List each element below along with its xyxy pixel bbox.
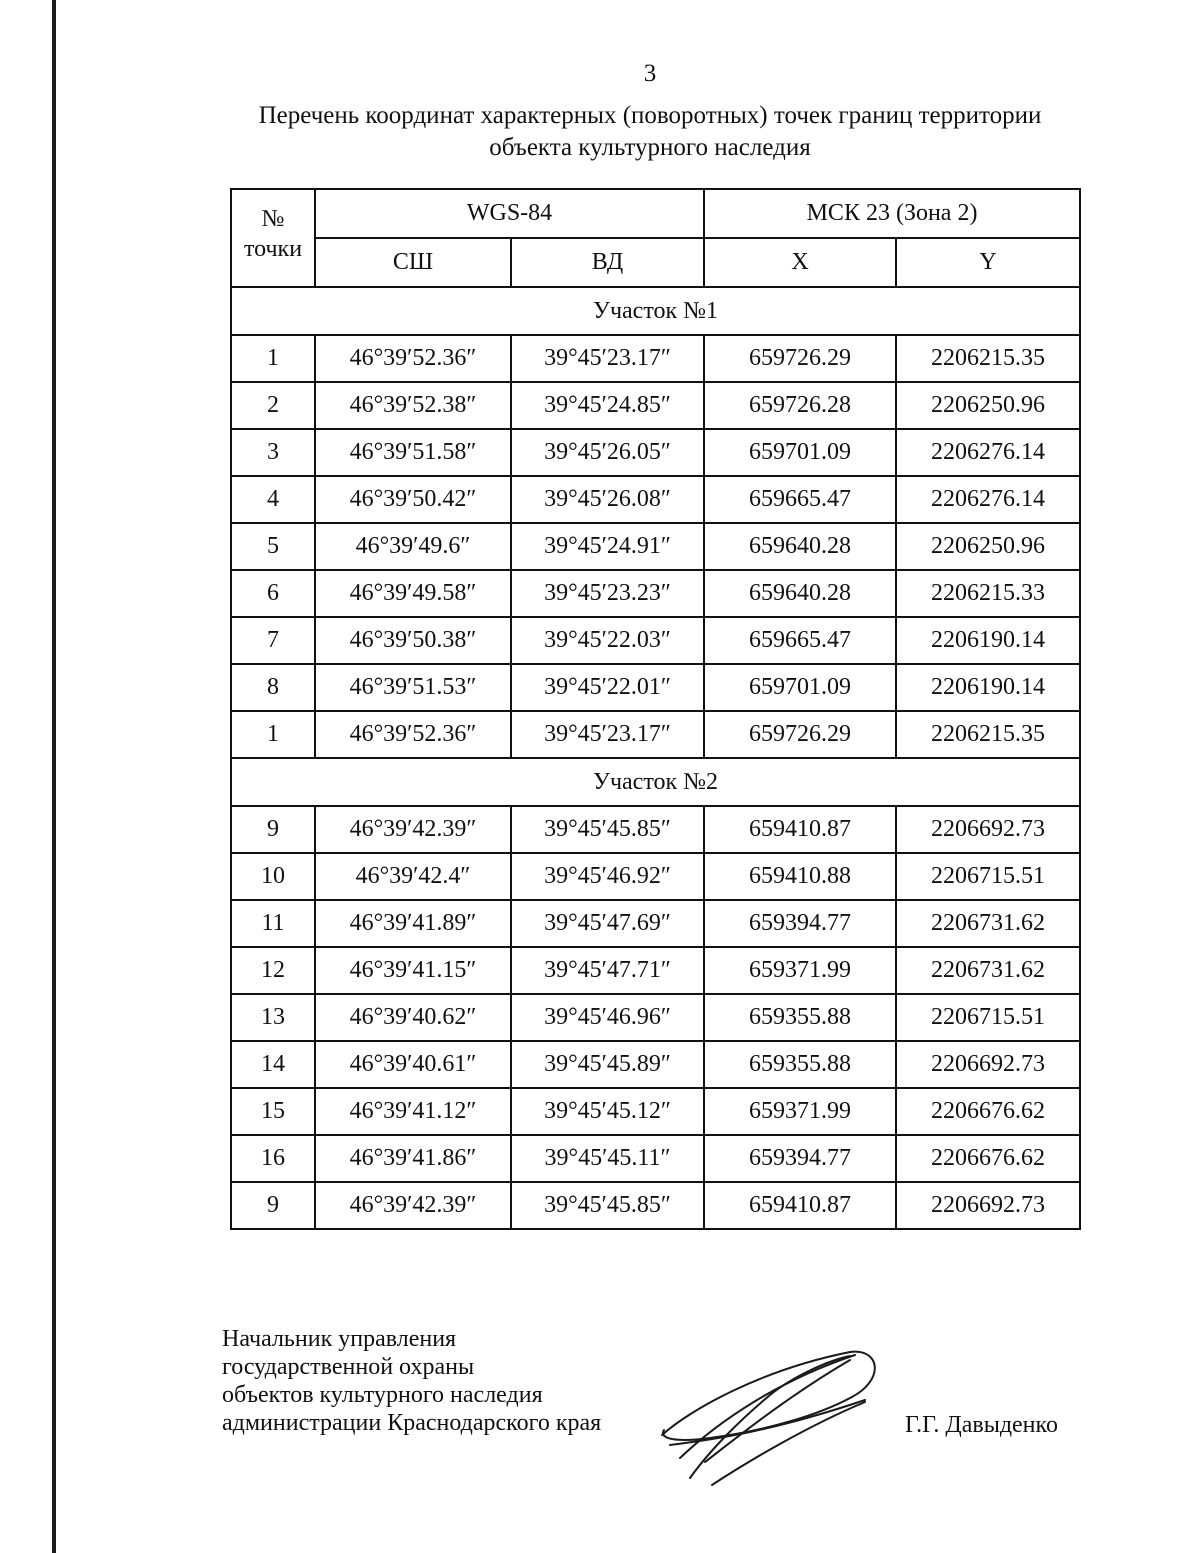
latitude-cell: 46°39′49.6″ (315, 523, 511, 570)
latitude-cell: 46°39′41.89″ (315, 900, 511, 947)
point-number-cell: 13 (231, 994, 315, 1041)
latitude-cell: 46°39′41.86″ (315, 1135, 511, 1182)
y-coordinate-cell: 2206276.14 (896, 476, 1080, 523)
y-coordinate-cell: 2206276.14 (896, 429, 1080, 476)
y-coordinate-cell: 2206190.14 (896, 617, 1080, 664)
point-number-cell: 2 (231, 382, 315, 429)
latitude-cell: 46°39′41.15″ (315, 947, 511, 994)
point-number-cell: 10 (231, 853, 315, 900)
y-coordinate-cell: 2206692.73 (896, 1182, 1080, 1229)
point-number-cell: 1 (231, 711, 315, 758)
longitude-cell: 39°45′46.96″ (511, 994, 704, 1041)
longitude-cell: 39°45′23.23″ (511, 570, 704, 617)
wgs84-header: WGS-84 (315, 189, 704, 238)
handwritten-signature (650, 1340, 890, 1490)
table-row (231, 570, 1080, 617)
longitude-cell: 39°45′45.11″ (511, 1135, 704, 1182)
point-number-cell: 16 (231, 1135, 315, 1182)
point-number-cell: 9 (231, 1182, 315, 1229)
signatory-position-line-3: объектов культурного наследия (222, 1382, 543, 1408)
signatory-position-line-1: Начальник управления (222, 1326, 457, 1352)
point-number-cell: 1 (231, 335, 315, 382)
y-coordinate-cell: 2206731.62 (896, 947, 1080, 994)
latitude-cell: 46°39′50.42″ (315, 476, 511, 523)
point-number-cell: 15 (231, 1088, 315, 1135)
table-row (231, 1041, 1080, 1088)
document-title-line-2: объекта культурного наследия (489, 134, 811, 161)
point-number-header (231, 189, 315, 287)
x-coordinate-cell: 659355.88 (704, 994, 896, 1041)
signatory-name: Г.Г. Давыденко (905, 1412, 1058, 1438)
table-row (231, 335, 1080, 382)
x-header: X (704, 238, 896, 287)
table-row (231, 429, 1080, 476)
x-coordinate-cell: 659355.88 (704, 1041, 896, 1088)
longitude-cell: 39°45′47.69″ (511, 900, 704, 947)
coordinates-table (230, 188, 1081, 1230)
page-edge-rule (52, 0, 56, 1553)
x-coordinate-cell: 659640.28 (704, 570, 896, 617)
longitude-cell: 39°45′47.71″ (511, 947, 704, 994)
page-number: 3 (643, 60, 657, 87)
point-number-cell: 5 (231, 523, 315, 570)
longitude-cell: 39°45′26.08″ (511, 476, 704, 523)
latitude-cell: 46°39′50.38″ (315, 617, 511, 664)
longitude-cell: 39°45′46.92″ (511, 853, 704, 900)
y-coordinate-cell: 2206190.14 (896, 664, 1080, 711)
longitude-cell: 39°45′45.85″ (511, 1182, 704, 1229)
y-coordinate-cell: 2206250.96 (896, 382, 1080, 429)
y-coordinate-cell: 2206676.62 (896, 1135, 1080, 1182)
x-coordinate-cell: 659701.09 (704, 664, 896, 711)
longitude-cell: 39°45′24.91″ (511, 523, 704, 570)
msk23-header: МСК 23 (Зона 2) (704, 189, 1080, 238)
latitude-cell: 46°39′51.53″ (315, 664, 511, 711)
x-coordinate-cell: 659371.99 (704, 947, 896, 994)
point-number-header-label: точки (243, 236, 303, 262)
x-coordinate-cell: 659701.09 (704, 429, 896, 476)
x-coordinate-cell: 659410.88 (704, 853, 896, 900)
table-row (231, 711, 1080, 758)
point-number-cell: 12 (231, 947, 315, 994)
x-coordinate-cell: 659371.99 (704, 1088, 896, 1135)
latitude-cell: 46°39′42.4″ (315, 853, 511, 900)
point-number-cell: 8 (231, 664, 315, 711)
table-row (231, 523, 1080, 570)
table-row (231, 1088, 1080, 1135)
x-coordinate-cell: 659410.87 (704, 1182, 896, 1229)
document-title (200, 100, 1100, 164)
x-coordinate-cell: 659410.87 (704, 806, 896, 853)
latitude-header: СШ (315, 238, 511, 287)
latitude-cell: 46°39′52.36″ (315, 335, 511, 382)
y-coordinate-cell: 2206715.51 (896, 994, 1080, 1041)
latitude-cell: 46°39′51.58″ (315, 429, 511, 476)
table-row (231, 994, 1080, 1041)
y-coordinate-cell: 2206692.73 (896, 806, 1080, 853)
table-row (231, 664, 1080, 711)
y-coordinate-cell: 2206676.62 (896, 1088, 1080, 1135)
x-coordinate-cell: 659726.28 (704, 382, 896, 429)
y-coordinate-cell: 2206715.51 (896, 853, 1080, 900)
point-number-cell: 11 (231, 900, 315, 947)
table-row (231, 806, 1080, 853)
point-number-cell: 6 (231, 570, 315, 617)
section-title: Участок №2 (231, 758, 1080, 806)
point-number-cell: 7 (231, 617, 315, 664)
table-row (231, 617, 1080, 664)
y-coordinate-cell: 2206250.96 (896, 523, 1080, 570)
x-coordinate-cell: 659394.77 (704, 900, 896, 947)
x-coordinate-cell: 659640.28 (704, 523, 896, 570)
point-number-cell: 14 (231, 1041, 315, 1088)
table-row (231, 1182, 1080, 1229)
latitude-cell: 46°39′41.12″ (315, 1088, 511, 1135)
longitude-cell: 39°45′26.05″ (511, 429, 704, 476)
point-number-cell: 3 (231, 429, 315, 476)
latitude-cell: 46°39′52.36″ (315, 711, 511, 758)
table-row (231, 853, 1080, 900)
x-coordinate-cell: 659726.29 (704, 711, 896, 758)
signatory-position-line-4: администрации Краснодарского края (222, 1410, 602, 1436)
section-row (231, 287, 1080, 335)
table-row (231, 1135, 1080, 1182)
point-number-cell: 9 (231, 806, 315, 853)
longitude-cell: 39°45′45.85″ (511, 806, 704, 853)
y-coordinate-cell: 2206215.35 (896, 711, 1080, 758)
y-coordinate-cell: 2206731.62 (896, 900, 1080, 947)
longitude-cell: 39°45′22.01″ (511, 664, 704, 711)
x-coordinate-cell: 659394.77 (704, 1135, 896, 1182)
point-number-header-symbol: № (261, 206, 285, 232)
longitude-header: ВД (511, 238, 704, 287)
latitude-cell: 46°39′40.62″ (315, 994, 511, 1041)
latitude-cell: 46°39′42.39″ (315, 1182, 511, 1229)
x-coordinate-cell: 659726.29 (704, 335, 896, 382)
longitude-cell: 39°45′22.03″ (511, 617, 704, 664)
latitude-cell: 46°39′42.39″ (315, 806, 511, 853)
longitude-cell: 39°45′45.12″ (511, 1088, 704, 1135)
section-row (231, 758, 1080, 806)
table-row (231, 382, 1080, 429)
signatory-position-line-2: государственной охраны (222, 1354, 475, 1380)
latitude-cell: 46°39′49.58″ (315, 570, 511, 617)
x-coordinate-cell: 659665.47 (704, 476, 896, 523)
document-title-line-1: Перечень координат характерных (поворотных) точек границ территории (258, 102, 1042, 129)
table-header-row (231, 189, 1080, 238)
y-header: Y (896, 238, 1080, 287)
section-title: Участок №1 (231, 287, 1080, 335)
y-coordinate-cell: 2206692.73 (896, 1041, 1080, 1088)
point-number-cell: 4 (231, 476, 315, 523)
table-row (231, 476, 1080, 523)
coordinates-table-body (231, 287, 1080, 1229)
signatory-position (222, 1325, 601, 1437)
longitude-cell: 39°45′24.85″ (511, 382, 704, 429)
y-coordinate-cell: 2206215.35 (896, 335, 1080, 382)
longitude-cell: 39°45′45.89″ (511, 1041, 704, 1088)
longitude-cell: 39°45′23.17″ (511, 335, 704, 382)
latitude-cell: 46°39′52.38″ (315, 382, 511, 429)
table-row (231, 900, 1080, 947)
table-row (231, 947, 1080, 994)
table-subheader-row (231, 238, 1080, 287)
latitude-cell: 46°39′40.61″ (315, 1041, 511, 1088)
longitude-cell: 39°45′23.17″ (511, 711, 704, 758)
y-coordinate-cell: 2206215.33 (896, 570, 1080, 617)
x-coordinate-cell: 659665.47 (704, 617, 896, 664)
